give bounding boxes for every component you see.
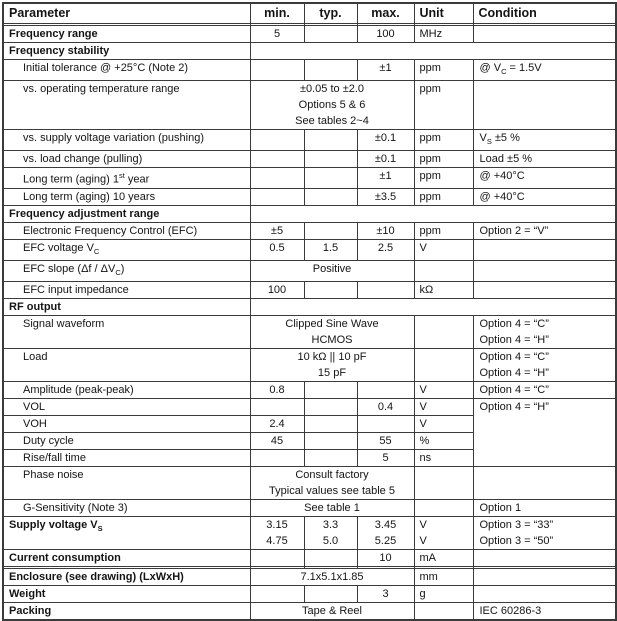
cell-typ: 3.3 5.0 — [304, 517, 357, 550]
cell-min — [250, 168, 304, 189]
cell-max: 3 — [357, 586, 414, 603]
cell-unit: ppm — [414, 168, 473, 189]
cell-parameter: G-Sensitivity (Note 3) — [3, 500, 250, 517]
cell-parameter: Frequency stability — [3, 43, 250, 60]
cell-value-span: Positive — [250, 261, 414, 282]
cell-parameter: Load — [3, 349, 250, 382]
cell-value-span: Clipped Sine Wave HCMOS — [250, 316, 414, 349]
table-row — [3, 151, 616, 168]
cell-value-span: 7.1x5.1x1.85 — [250, 569, 414, 586]
cell-parameter: VOL — [3, 399, 250, 416]
header-min: min. — [250, 3, 304, 24]
cell-condition — [473, 467, 616, 500]
cell-min: 5 — [250, 26, 304, 43]
table-row — [3, 130, 616, 151]
cell-unit: V — [414, 382, 473, 399]
cell-max: ±3.5 — [357, 189, 414, 206]
cell-parameter: EFC input impedance — [3, 282, 250, 299]
cell-max: ±1 — [357, 60, 414, 81]
cell-typ — [304, 450, 357, 467]
cell-unit — [414, 316, 473, 349]
cell-typ: 1.5 — [304, 240, 357, 261]
cell-min: 45 — [250, 433, 304, 450]
cell-condition — [473, 282, 616, 299]
table-row — [3, 399, 616, 416]
cell-parameter: Rise/fall time — [3, 450, 250, 467]
cell-condition — [473, 81, 616, 130]
header-max: max. — [357, 3, 414, 24]
section-row — [3, 43, 616, 60]
cell-max: ±0.1 — [357, 130, 414, 151]
table-row — [3, 500, 616, 517]
cell-min: ±5 — [250, 223, 304, 240]
cell-condition: @ +40°C — [473, 168, 616, 189]
header-typ: typ. — [304, 3, 357, 24]
cell-typ — [304, 282, 357, 299]
cell-value-span: Consult factory Typical values see table 5 — [250, 467, 414, 500]
cell-max — [357, 382, 414, 399]
cell-parameter: Electronic Frequency Control (EFC) — [3, 223, 250, 240]
cell-parameter: Signal waveform — [3, 316, 250, 349]
cell-min — [250, 399, 304, 416]
cell-min: 0.5 — [250, 240, 304, 261]
cell-unit — [414, 467, 473, 500]
cell-unit: ns — [414, 450, 473, 467]
table-row — [3, 261, 616, 282]
cell-unit: ppm — [414, 81, 473, 130]
cell-condition: Load ±5 % — [473, 151, 616, 168]
cell-condition: Option 4 = “H” — [473, 399, 616, 467]
table-row — [3, 240, 616, 261]
cell-parameter: Long term (aging) 1st year — [3, 168, 250, 189]
cell-typ — [304, 416, 357, 433]
cell-value-span: 10 kΩ || 10 pF 15 pF — [250, 349, 414, 382]
header-row — [3, 3, 616, 24]
table-row — [3, 168, 616, 189]
cell-max: 55 — [357, 433, 414, 450]
cell-condition: Option 1 — [473, 500, 616, 517]
cell-condition: Option 2 = “V” — [473, 223, 616, 240]
cell-unit: mm — [414, 569, 473, 586]
table-row — [3, 382, 616, 399]
cell-unit — [414, 349, 473, 382]
cell-min — [250, 151, 304, 168]
cell-parameter: EFC slope $(\Delta f / \Delta V_C)$ — [3, 261, 250, 282]
table-row — [3, 349, 616, 382]
cell-unit: % — [414, 433, 473, 450]
cell-unit: kΩ — [414, 282, 473, 299]
cell-condition — [473, 261, 616, 282]
cell-min — [250, 130, 304, 151]
cell-max — [357, 416, 414, 433]
table-row — [3, 223, 616, 240]
section-empty-cell — [250, 206, 616, 223]
section-empty-cell — [250, 299, 616, 316]
table-row — [3, 60, 616, 81]
cell-min — [250, 60, 304, 81]
cell-parameter: vs. load change (pulling) — [3, 151, 250, 168]
cell-parameter: RF output — [3, 299, 250, 316]
cell-unit: V — [414, 240, 473, 261]
cell-unit: V — [414, 399, 473, 416]
cell-unit: ppm — [414, 151, 473, 168]
cell-condition: Option 4 = “C” — [473, 382, 616, 399]
cell-typ — [304, 60, 357, 81]
table-row — [3, 316, 616, 349]
cell-parameter: Frequency range — [3, 26, 250, 43]
cell-typ — [304, 130, 357, 151]
cell-min — [250, 550, 304, 567]
cell-min: 0.8 — [250, 382, 304, 399]
cell-min: 3.15 4.75 — [250, 517, 304, 550]
cell-condition: Option 4 = “C” Option 4 = “H” — [473, 316, 616, 349]
cell-max: ±10 — [357, 223, 414, 240]
cell-max: 5 — [357, 450, 414, 467]
cell-parameter: vs. supply voltage variation (pushing) — [3, 130, 250, 151]
cell-typ — [304, 223, 357, 240]
cell-min: 2.4 — [250, 416, 304, 433]
table-row — [3, 467, 616, 500]
cell-value-span: See table 1 — [250, 500, 414, 517]
cell-unit: ppm — [414, 189, 473, 206]
cell-parameter: Weight — [3, 586, 250, 603]
cell-condition — [473, 240, 616, 261]
cell-min: 100 — [250, 282, 304, 299]
cell-parameter: Duty cycle — [3, 433, 250, 450]
header-cond: Condition — [473, 3, 616, 24]
table-row — [3, 603, 616, 621]
cell-max: 3.45 5.25 — [357, 517, 414, 550]
cell-condition: Option 3 = “33” Option 3 = “50” — [473, 517, 616, 550]
header-param: Parameter — [3, 3, 250, 24]
cell-condition — [473, 586, 616, 603]
table-row — [3, 569, 616, 586]
cell-max: 2.5 — [357, 240, 414, 261]
cell-parameter: Current consumption — [3, 550, 250, 567]
table-row — [3, 550, 616, 567]
cell-parameter: Long term (aging) 10 years — [3, 189, 250, 206]
cell-condition — [473, 26, 616, 43]
cell-unit: mA — [414, 550, 473, 567]
table-row — [3, 282, 616, 299]
cell-parameter: EFC voltage $V_C$ — [3, 240, 250, 261]
cell-parameter: Initial tolerance @ +25°C (Note 2) — [3, 60, 250, 81]
cell-unit: V — [414, 416, 473, 433]
cell-max: ±1 — [357, 168, 414, 189]
table-row — [3, 81, 616, 130]
cell-max: 100 — [357, 26, 414, 43]
cell-typ — [304, 433, 357, 450]
header-unit: Unit — [414, 3, 473, 24]
cell-condition: @ $V_C = 1.5V$ — [473, 60, 616, 81]
cell-condition: $V_S \pm 5$ % — [473, 130, 616, 151]
cell-parameter: Amplitude (peak-peak) — [3, 382, 250, 399]
table-row — [3, 586, 616, 603]
cell-condition — [473, 550, 616, 567]
cell-unit — [414, 603, 473, 621]
table-row — [3, 517, 616, 550]
cell-unit — [414, 261, 473, 282]
cell-value-span: ±0.05 to ±2.0 Options 5 & 6 See tables 2~4 — [250, 81, 414, 130]
cell-parameter: Phase noise — [3, 467, 250, 500]
cell-typ — [304, 26, 357, 43]
cell-parameter: Packing — [3, 603, 250, 621]
cell-condition: Option 4 = “C” Option 4 = “H” — [473, 349, 616, 382]
cell-typ — [304, 382, 357, 399]
cell-parameter: Enclosure (see drawing) (LxWxH) — [3, 569, 250, 586]
cell-min — [250, 450, 304, 467]
cell-min — [250, 189, 304, 206]
section-row — [3, 299, 616, 316]
cell-typ — [304, 168, 357, 189]
cell-unit: ppm — [414, 223, 473, 240]
cell-max: 0.4 — [357, 399, 414, 416]
spec-table — [2, 2, 617, 621]
cell-typ — [304, 189, 357, 206]
cell-max: ±0.1 — [357, 151, 414, 168]
table-row — [3, 26, 616, 43]
cell-condition: @ +40°C — [473, 189, 616, 206]
cell-parameter: Supply voltage $V_S$ — [3, 517, 250, 550]
cell-parameter: vs. operating temperature range — [3, 81, 250, 130]
cell-typ — [304, 151, 357, 168]
cell-min — [250, 586, 304, 603]
cell-condition: IEC 60286-3 — [473, 603, 616, 621]
cell-unit: ppm — [414, 130, 473, 151]
table-row — [3, 189, 616, 206]
section-row — [3, 206, 616, 223]
section-empty-cell — [250, 43, 616, 60]
cell-unit: ppm — [414, 60, 473, 81]
cell-typ — [304, 550, 357, 567]
cell-unit: V V — [414, 517, 473, 550]
cell-unit — [414, 500, 473, 517]
cell-max — [357, 282, 414, 299]
cell-typ — [304, 399, 357, 416]
cell-typ — [304, 586, 357, 603]
cell-condition — [473, 569, 616, 586]
cell-max: 10 — [357, 550, 414, 567]
cell-parameter: Frequency adjustment range — [3, 206, 250, 223]
cell-parameter: VOH — [3, 416, 250, 433]
cell-unit: g — [414, 586, 473, 603]
cell-value-span: Tape & Reel — [250, 603, 414, 621]
cell-unit: MHz — [414, 26, 473, 43]
